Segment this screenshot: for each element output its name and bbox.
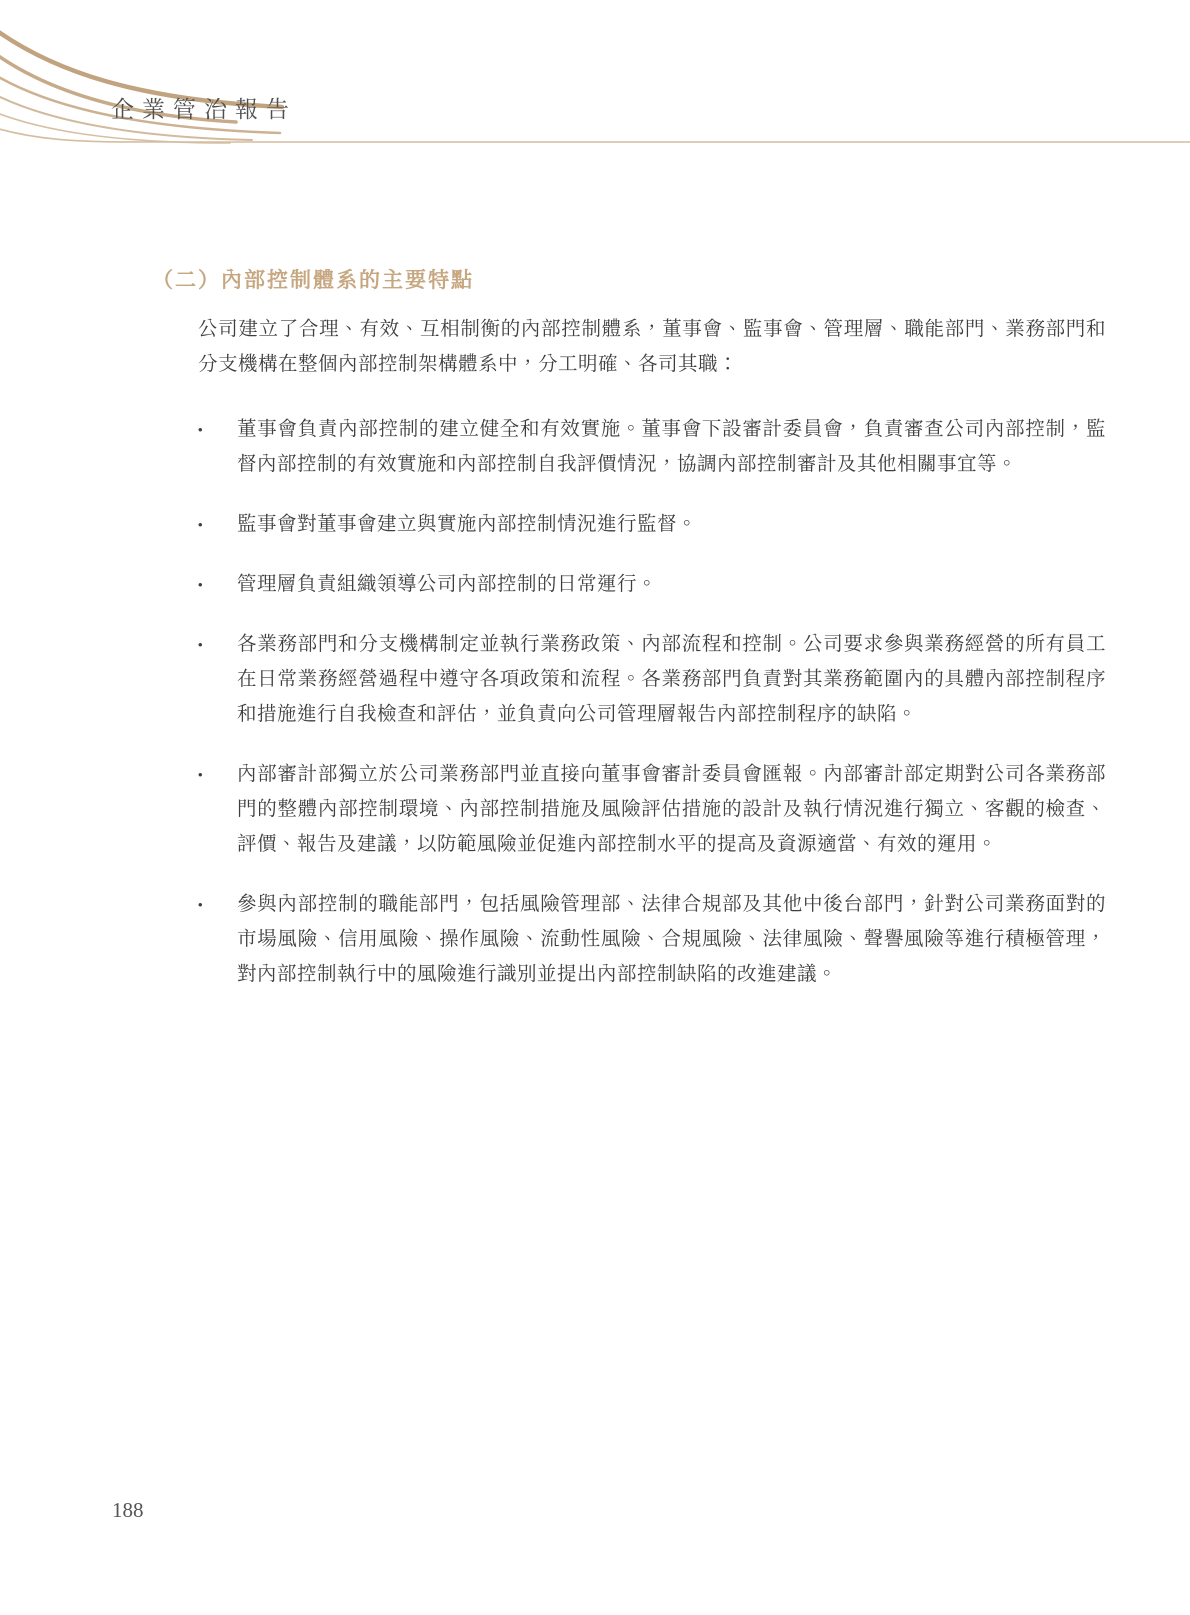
decorative-curves (0, 0, 1190, 170)
bullet-text: 董事會負責內部控制的建立健全和有效實施。董事會下設審計委員會，負責審查公司內部控制，監督內部控制的有效實施和內部控制自我評價情況，協調內部控制審計及其他相關事宜等。 (237, 418, 1106, 475)
bullet-marker: • (198, 517, 203, 532)
bullet-text: 管理層負責組織領導公司內部控制的日常運行。 (237, 573, 658, 595)
bullet-text: 參與內部控制的職能部門，包括風險管理部、法律合規部及其他中後台部門，針對公司業務面對的市場風險、信用風險、操作風險、流動性風險、合規風險、法律風險、聲譽風險等進行積極管理，對內部控制執行中的風險進行識別並提出內部控制缺陷的改進建議。 (237, 893, 1106, 985)
bullet-text: 內部審計部獨立於公司業務部門並直接向董事會審計委員會匯報。內部審計部定期對公司各業務部門的整體內部控制環境、內部控制措施及風險評估措施的設計及執行情況進行獨立、客觀的檢查、評價、報告及建議，以防範風險並促進內部控制水平的提高及資源適當、有效的運用。 (237, 763, 1106, 855)
section-container (152, 264, 1107, 1017)
bullet-item (198, 567, 1106, 602)
bullet-text: 監事會對董事會建立與實施內部控制情況進行監督。 (237, 513, 698, 535)
bullet-item (198, 757, 1106, 862)
bullet-text: 各業務部門和分支機構制定並執行業務政策、內部流程和控制。公司要求參與業務經營的所有員工在日常業務經營過程中遵守各項政策和流程。各業務部門負責對其業務範圍內的具體內部控制程序和措施進行自我檢查和評估，並負責向公司管理層報告內部控制程序的缺陷。 (237, 633, 1106, 725)
page-number: 188 (112, 1498, 144, 1522)
bullet-item (198, 412, 1106, 482)
bullet-list (198, 412, 1106, 992)
bullet-marker: • (198, 577, 203, 592)
bullet-marker: • (198, 897, 203, 912)
bullet-item (198, 627, 1106, 732)
section-heading: （二）內部控制體系的主要特點 (152, 269, 474, 292)
bullet-item (198, 887, 1106, 992)
bullet-item (198, 507, 1106, 542)
intro-paragraph: 公司建立了合理、有效、互相制衡的內部控制體系，董事會、監事會、管理層、職能部門、業務部門和分支機構在整個內部控制架構體系中，分工明確、各司其職： (198, 318, 1106, 375)
bullet-marker: • (198, 767, 203, 782)
page-header-title: 企業管治報告 (111, 97, 297, 122)
bullet-marker: • (198, 422, 203, 437)
bullet-marker: • (198, 637, 203, 652)
